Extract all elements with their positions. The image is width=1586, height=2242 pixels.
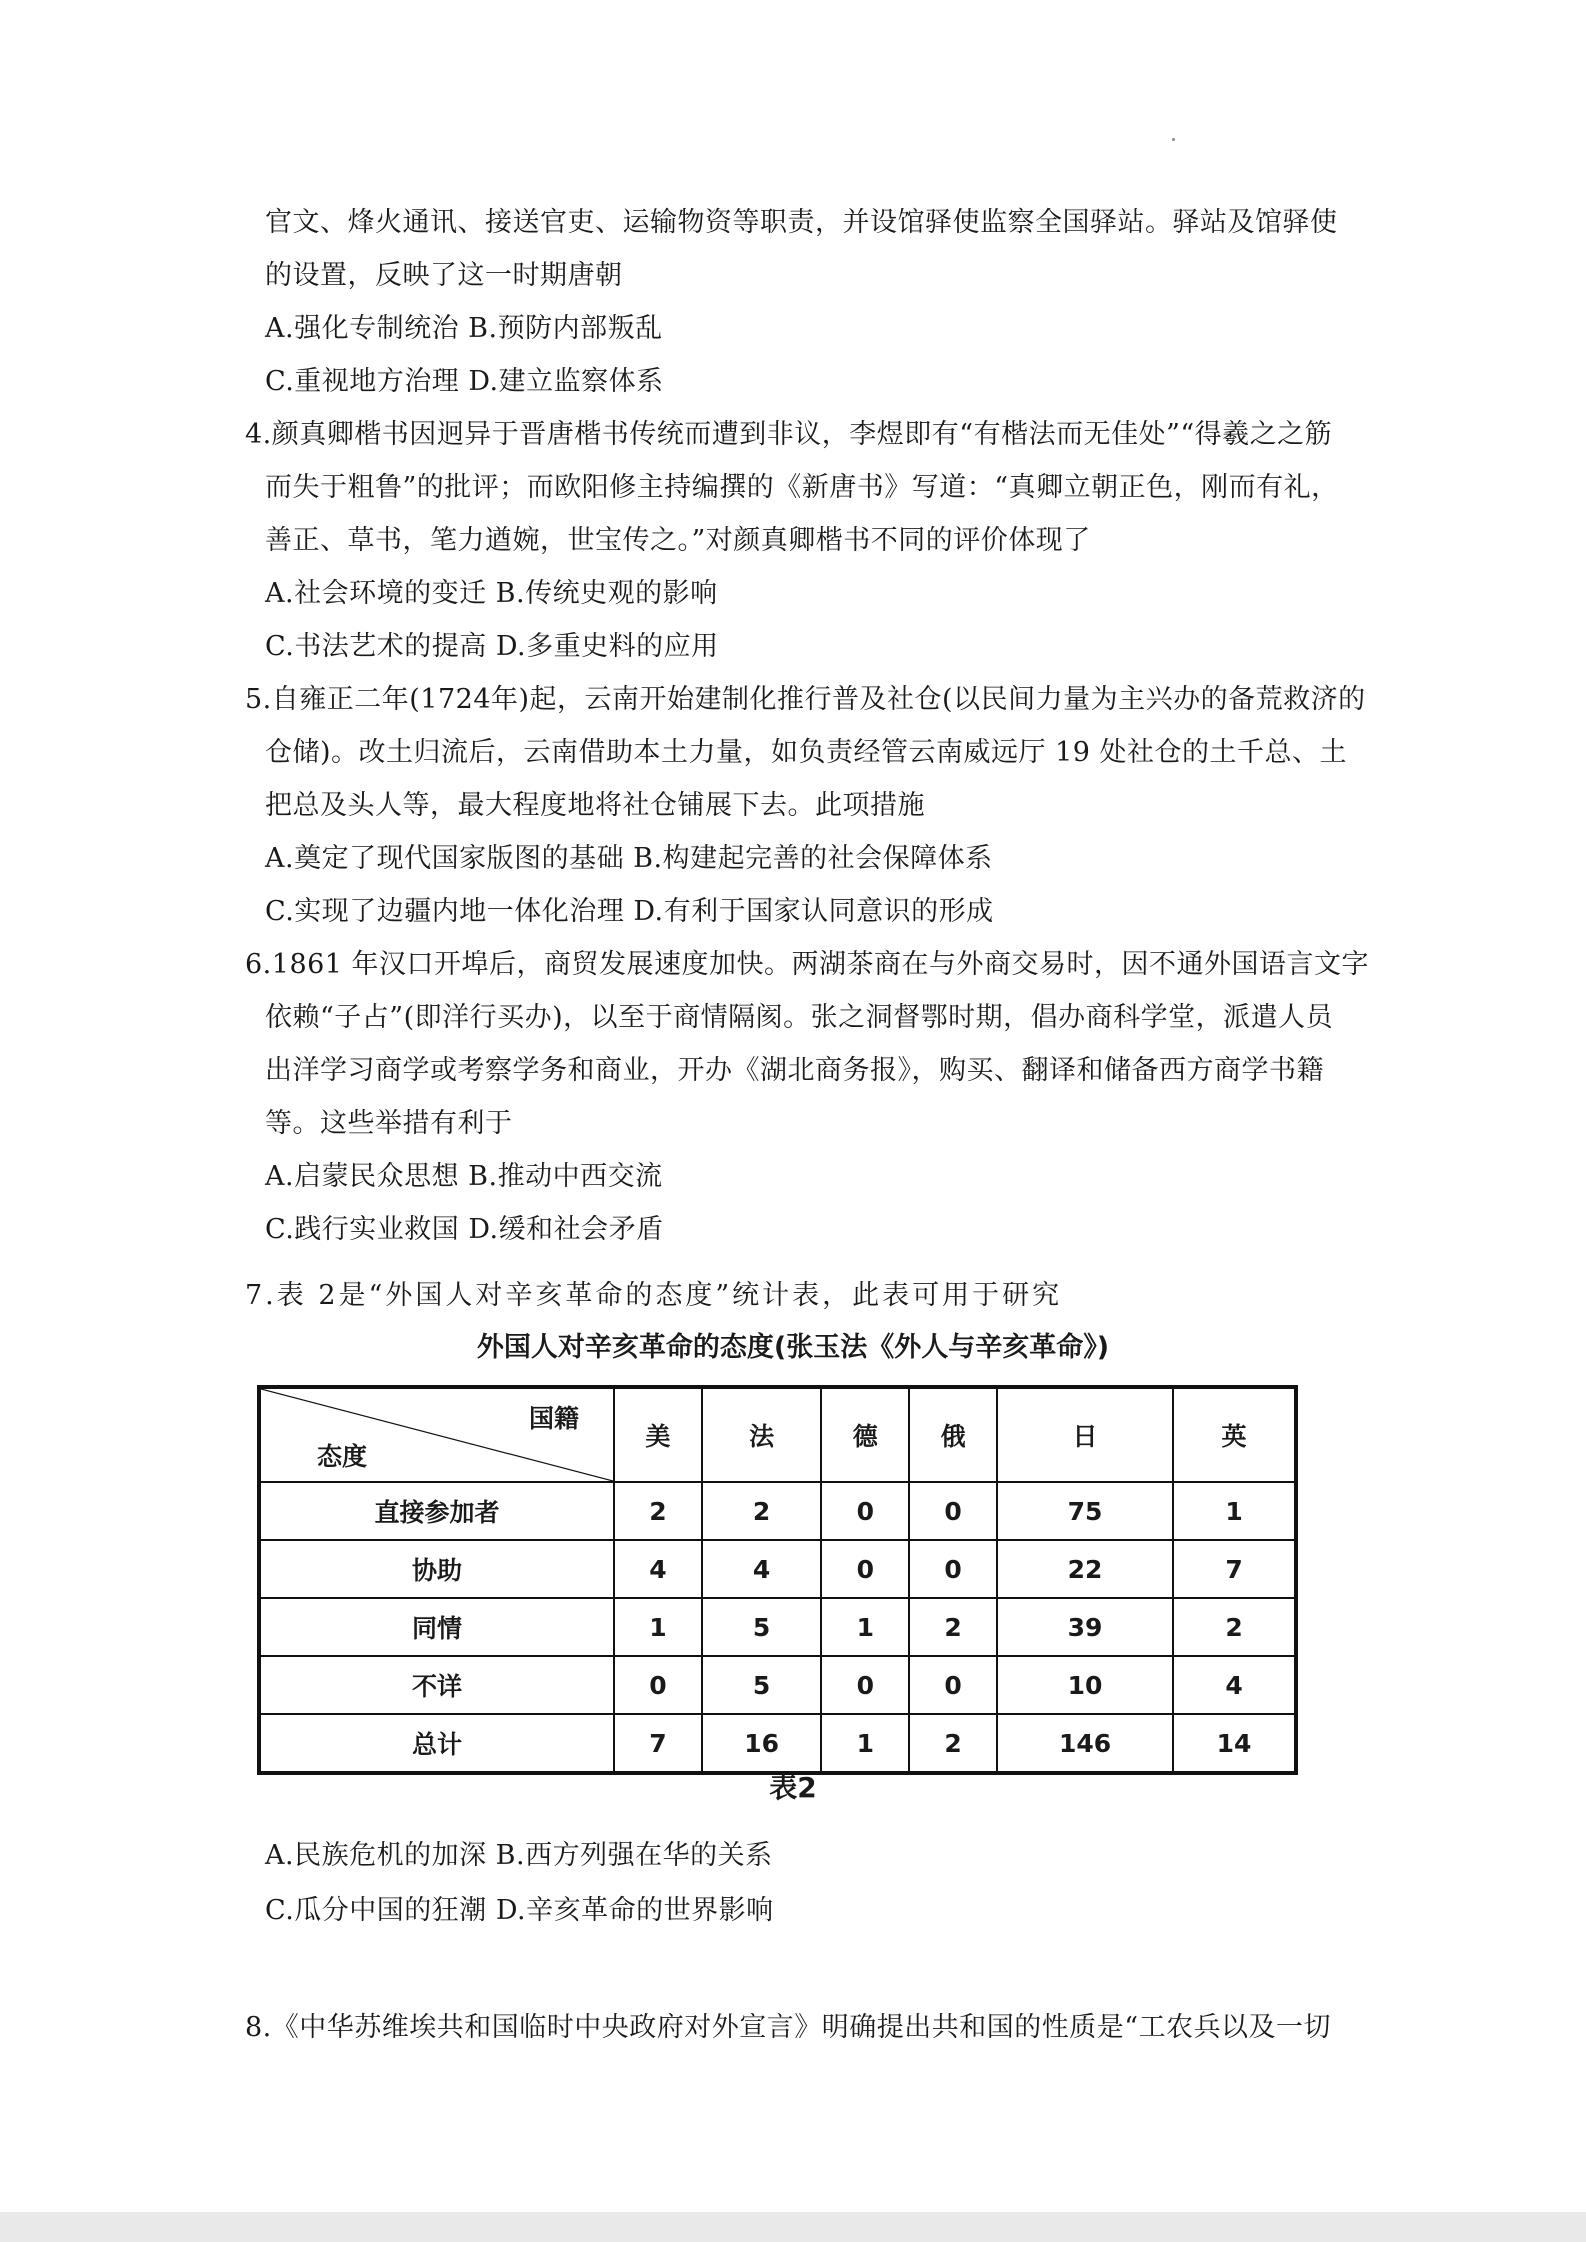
- q4-option-cd: C.书法艺术的提高 D.多重史料的应用: [265, 631, 719, 662]
- q4-line-2: 而失于粗鲁”的批评；而欧阳修主持编撰的《新唐书》写道：“真卿立朝正色，刚而有礼，: [265, 472, 1339, 503]
- q7-stem: 7.表 2是“外国人对辛亥革命的态度”统计表，此表可用于研究: [245, 1280, 1063, 1311]
- table-cell: 7: [614, 1714, 702, 1773]
- table-cell: 146: [997, 1714, 1173, 1773]
- q5-line-1: 5.自雍正二年(1724年)起，云南开始建制化推行普及社仓(以民间力量为主兴办的备荒救济的: [245, 684, 1366, 715]
- row-label: 直接参加者: [259, 1482, 614, 1540]
- column-header: 法: [702, 1387, 822, 1482]
- table-row: [259, 1598, 1296, 1656]
- corner-label-attitude: 态度: [317, 1442, 368, 1471]
- row-label: 不详: [259, 1656, 614, 1714]
- q4-option-ab: A.社会环境的变迁 B.传统史观的影响: [265, 578, 718, 609]
- column-header: 美: [614, 1387, 702, 1482]
- table-cell: 14: [1173, 1714, 1296, 1773]
- row-label: 同情: [259, 1598, 614, 1656]
- q4-line-1: 4.颜真卿楷书因迥异于晋唐楷书传统而遭到非议，李煜即有“有楷法而无佳处”“得羲之之筋: [245, 419, 1333, 450]
- table-cell: 1: [614, 1598, 702, 1656]
- column-header: 俄: [909, 1387, 997, 1482]
- q4-line-3: 善正、草书，笔力遒婉，世宝传之。”对颜真卿楷书不同的评价体现了: [265, 525, 1091, 556]
- table-cell: 0: [909, 1482, 997, 1540]
- table-row: [259, 1656, 1296, 1714]
- q7-option-cd: C.瓜分中国的狂潮 D.辛亥革命的世界影响: [265, 1895, 774, 1926]
- table-row: [259, 1714, 1296, 1773]
- corner-label-nationality: 国籍: [528, 1404, 579, 1433]
- attitude-table: [257, 1385, 1298, 1775]
- table-cell: 39: [997, 1598, 1173, 1656]
- q3-option-ab: A.强化专制统治 B.预防内部叛乱: [265, 313, 663, 344]
- q6-option-cd: C.践行实业救国 D.缓和社会矛盾: [265, 1214, 664, 1245]
- table-cell: 0: [821, 1540, 909, 1598]
- table-row: [259, 1540, 1296, 1598]
- q5-line-3: 把总及头人等，最大程度地将社仓铺展下去。此项措施: [265, 790, 925, 821]
- q3-line-2: 的设置，反映了这一时期唐朝: [265, 260, 623, 291]
- table-cell: 0: [909, 1540, 997, 1598]
- q7-option-ab: A.民族危机的加深 B.西方列强在华的关系: [265, 1840, 773, 1871]
- table-cell: 2: [1173, 1598, 1296, 1656]
- q3-line-1: 官文、烽火通讯、接送官吏、运输物资等职责，并设馆驿使监察全国驿站。驿站及馆驿使: [265, 207, 1338, 238]
- q5-option-ab: A.奠定了现代国家版图的基础 B.构建起完善的社会保障体系: [265, 843, 993, 874]
- table-cell: 75: [997, 1482, 1173, 1540]
- scan-speck: [1172, 138, 1175, 141]
- q6-option-ab: A.启蒙民众思想 B.推动中西交流: [265, 1161, 663, 1192]
- table-cell: 2: [702, 1482, 822, 1540]
- table-cell: 5: [702, 1656, 822, 1714]
- table-cell: 2: [909, 1598, 997, 1656]
- table-row: [259, 1482, 1296, 1540]
- q5-option-cd: C.实现了边疆内地一体化治理 D.有利于国家认同意识的形成: [265, 896, 994, 927]
- q6-line-2: 依赖“子占”(即洋行买办)，以至于商情隔阂。张之洞督鄂时期，倡办商科学堂，派遣人员: [265, 1002, 1334, 1033]
- table-cell: 7: [1173, 1540, 1296, 1598]
- table-cell: 4: [1173, 1656, 1296, 1714]
- table-cell: 0: [821, 1482, 909, 1540]
- q3-option-cd: C.重视地方治理 D.建立监察体系: [265, 366, 664, 397]
- table-cell: 5: [702, 1598, 822, 1656]
- q8-line-1: 8.《中华苏维埃共和国临时中央政府对外宣言》明确提出共和国的性质是“工农兵以及一切: [245, 2012, 1332, 2043]
- table-cell: 1: [821, 1598, 909, 1656]
- table-cell: 0: [821, 1656, 909, 1714]
- column-header: 德: [821, 1387, 909, 1482]
- row-label: 协助: [259, 1540, 614, 1598]
- table-header-row: [259, 1387, 1296, 1482]
- table-corner-cell: [259, 1387, 614, 1482]
- table-cell: 2: [614, 1482, 702, 1540]
- scan-bottom-bar: [0, 2212, 1586, 2242]
- table-cell: 2: [909, 1714, 997, 1773]
- q5-line-2: 仓储)。改土归流后，云南借助本土力量，如负责经管云南威远厅 19 处社仓的土千总、土: [265, 737, 1348, 768]
- table-cell: 16: [702, 1714, 822, 1773]
- table-caption: 表2: [769, 1771, 817, 1804]
- q6-line-1: 6.1861 年汉口开埠后，商贸发展速度加快。两湖茶商在与外商交易时，因不通外国语言文字: [245, 949, 1370, 980]
- table-cell: 10: [997, 1656, 1173, 1714]
- table-cell: 0: [909, 1656, 997, 1714]
- table-cell: 1: [821, 1714, 909, 1773]
- table-cell: 4: [614, 1540, 702, 1598]
- row-label: 总计: [259, 1714, 614, 1773]
- table-cell: 0: [614, 1656, 702, 1714]
- table-cell: 1: [1173, 1482, 1296, 1540]
- q6-line-3: 出洋学习商学或考察学务和商业，开办《湖北商务报》，购买、翻译和储备西方商学书籍: [265, 1055, 1324, 1086]
- table-cell: 4: [702, 1540, 822, 1598]
- column-header: 英: [1173, 1387, 1296, 1482]
- q6-line-4: 等。这些举措有利于: [265, 1108, 513, 1139]
- table-cell: 22: [997, 1540, 1173, 1598]
- column-header: 日: [997, 1387, 1173, 1482]
- table-title: 外国人对辛亥革命的态度(张玉法《外人与辛亥革命》): [476, 1332, 1110, 1363]
